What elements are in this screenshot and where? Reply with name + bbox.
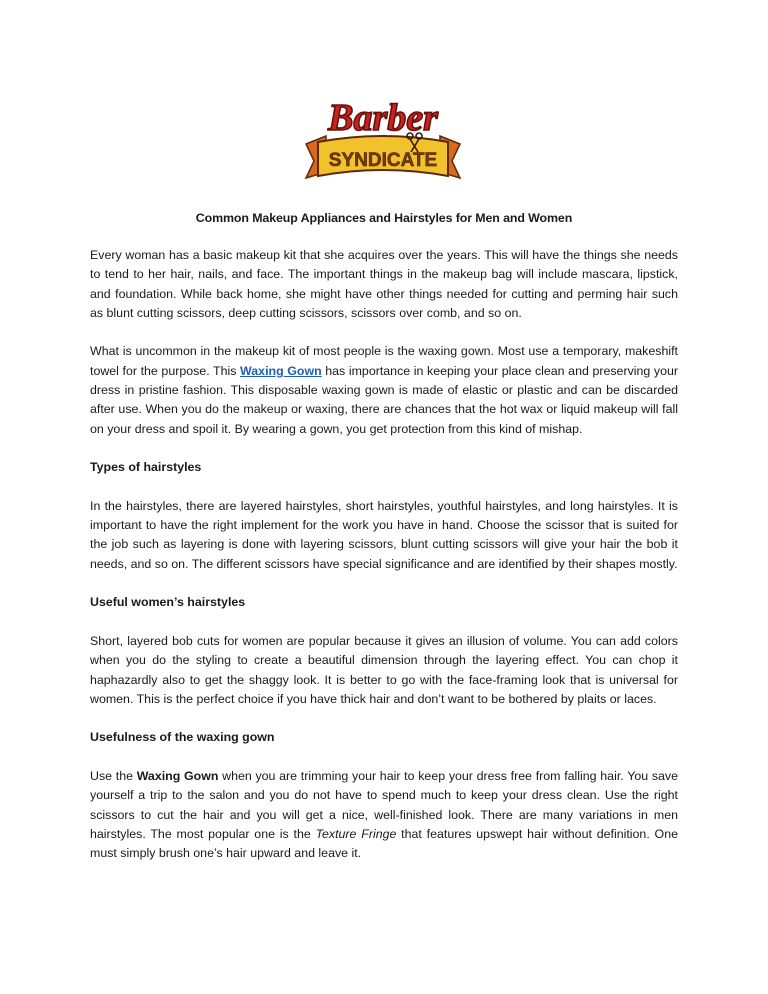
barber-syndicate-logo (302, 86, 464, 192)
document-title: Common Makeup Appliances and Hairstyles for Men and Women (195, 211, 573, 225)
waxing-gown-bold: Waxing Gown (136, 769, 219, 784)
waxing-gown-paragraph: What is uncommon in the makeup kit of most people is the waxing gown. Most use a temporary, makeshift towel for the purpose. This Waxing Gown has importance in keeping your place clean and preserving your dress in pristine fashion. This disposable waxing gown is made of elastic or plastic and can be discarded after use. When you do the makeup or waxing, there are chances that the hot wax or liquid makeup will fall on your dress and spoil it. By wearing a gown, you get protection from this kind of mishap. (90, 344, 679, 436)
document-body (90, 246, 678, 864)
hairstyles-paragraph: In the hairstyles, there are layered hairstyles, short hairstyles, youthful hairstyles, and long hairstyles. It is important to have the right implement for the work you have in hand. Choose the scissor that is suited for the job such as layering is done with layering scissors, blunt cutting scissors will give your hair the bob it needs, and so on. The different scissors have special significance and are identified by their shapes mostly. (90, 498, 678, 571)
logo-syndicate-text: SYNDICATE (328, 150, 438, 171)
intro-paragraph: Every woman has a basic makeup kit that she acquires over the years. This will have the things she needs to tend to her hair, nails, and face. The important things in the makeup bag will include mascara, lipstick, and foundation. While back home, she might have other things needed for cutting and perming hair such as blunt cutting scissors, deep cutting scissors, scissors over comb, and so on. (90, 248, 678, 320)
womens-hairstyles-paragraph: Short, layered bob cuts for women are popular because it gives an illusion of volume. You can add colors when you do the styling to create a beautiful dimension through the layering effect. You can chop it haphazardly also to get the shaggy look. It is better to go with the face-framing look that is universal for women. This is the perfect choice if you have thick hair and don’t want to be bothered by plaits or laces. (90, 633, 678, 706)
logo-barber-text: Barber (328, 97, 438, 139)
heading-usefulness-waxing-gown: Usefulness of the waxing gown (90, 730, 275, 745)
heading-useful-womens-hairstyles: Useful women’s hairstyles (90, 595, 246, 610)
heading-types-of-hairstyles: Types of hairstyles (90, 460, 202, 475)
texture-fringe-italic: Texture Fringe (315, 826, 397, 841)
waxing-gown-link[interactable]: Waxing Gown (240, 363, 322, 378)
usefulness-paragraph: Use the Waxing Gown when you are trimming your hair to keep your dress free from falling hair. You save yourself a trip to the salon and you do not have to spend much to keep your dress clean. Use the right scissors to cut the hair and you will get a nice, well-finished look. There are many variations in men hairstyles. The most popular one is the Texture Fringe that features upswept hair without definition. One must simply brush one’s hair upward and leave it. (90, 769, 678, 861)
